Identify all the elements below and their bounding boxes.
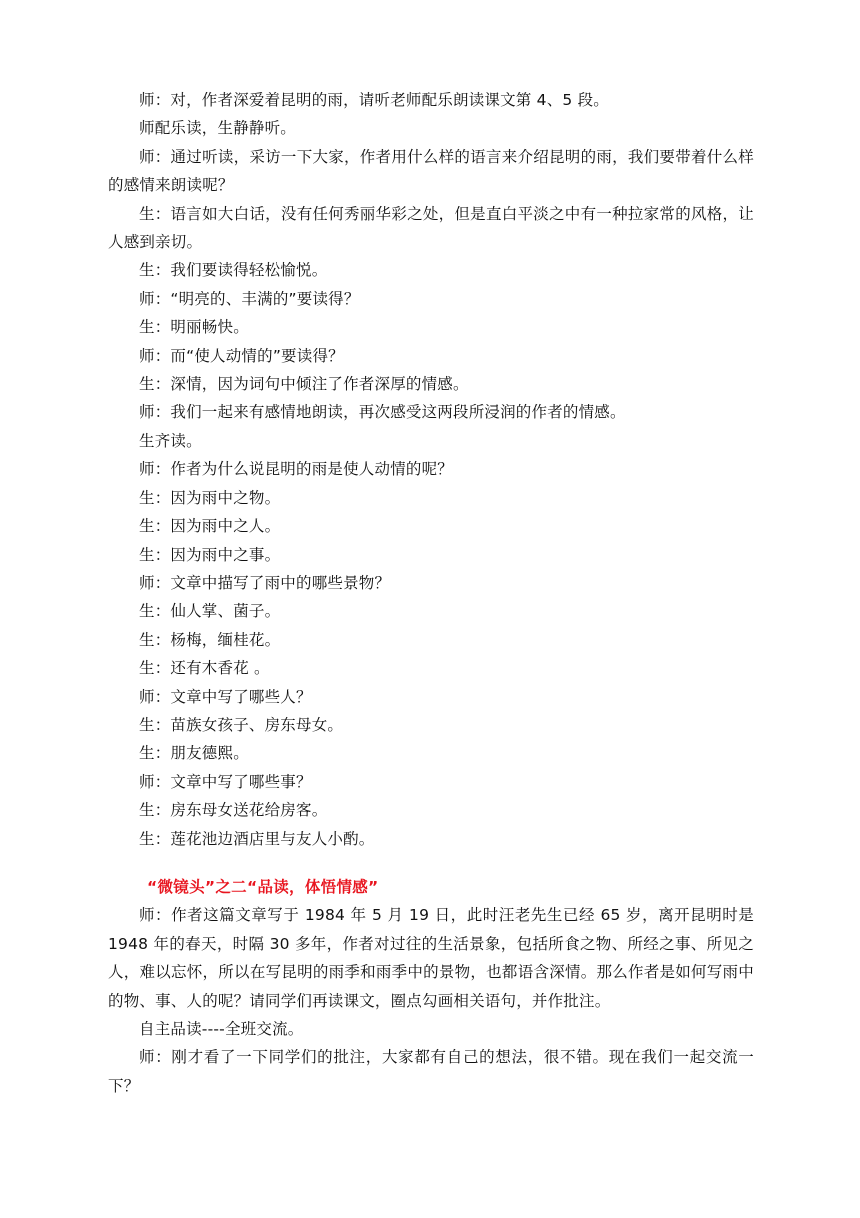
paragraph: 生：房东母女送花给房客。 (139, 801, 328, 820)
paragraph: 生：因为雨中之人。 (139, 517, 281, 536)
paragraph: 生：我们要读得轻松愉悦。 (139, 261, 328, 280)
paragraph: 师：我们一起来有感情地朗读，再次感受这两段所浸润的作者的情感。 (139, 403, 626, 422)
paragraph: 生：还有木香花 。 (139, 659, 270, 678)
paragraph: 师：作者为什么说昆明的雨是使人动情的呢？ (139, 460, 454, 479)
paragraph: 师：刚才看了一下同学们的批注，大家都有自己的想法，很不错。现在我们一起交流一下？ (108, 1048, 754, 1095)
paragraph: 生：杨梅，缅桂花。 (139, 630, 281, 649)
paragraph: 师：而“使人动情的”要读得？ (139, 346, 344, 365)
paragraph: 生：因为雨中之物。 (139, 488, 281, 507)
paragraph: 师：文章中写了哪些人？ (139, 687, 312, 706)
paragraph: 自主品读----全班交流。 (139, 1020, 304, 1038)
paragraph: 师：通过听读，采访一下大家，作者用什么样的语言来介绍昆明的雨，我们要带着什么样的感情来朗读呢？ (108, 147, 754, 195)
paragraph: 师：文章中写了哪些事？ (139, 772, 312, 791)
paragraph: 生：苗族女孩子、房东母女。 (139, 715, 344, 734)
paragraph: 师配乐读，生静静听。 (139, 119, 297, 138)
section-heading: “微镜头”之二“品读，体悟情感” (147, 877, 379, 896)
paragraph: 师：文章中描写了雨中的哪些景物？ (139, 573, 391, 592)
paragraph: 生：因为雨中之事。 (139, 545, 281, 564)
document-page (108, 86, 754, 1100)
paragraph: 师：对，作者深爱着昆明的雨，请听老师配乐朗读课文第 4、5 段。 (139, 91, 609, 109)
paragraph: 生：仙人掌、菌子。 (139, 602, 281, 621)
paragraph: 生齐读。 (139, 431, 202, 450)
paragraph: 生：莲花池边酒店里与友人小酌。 (139, 829, 375, 848)
paragraph: 生：明丽畅快。 (139, 318, 249, 337)
paragraph: 生：深情，因为词句中倾注了作者深厚的情感。 (139, 375, 469, 394)
paragraph: 生：语言如大白话，没有任何秀丽华彩之处，但是直白平淡之中有一种拉家常的风格，让人感到亲切。 (108, 204, 754, 252)
paragraph: 师：作者这篇文章写于 1984 年 5 月 19 日，此时汪老先生已经 65 岁，离开昆明时是 1948 年的春天，时隔 30 多年，作者对过往的生活景象，包括所食之物、所经之事、所见之人，难以忘怀，所以在写昆明的雨季和雨季中的景物，也都语含深情。那么作者是如何写雨中的物、事、人的呢？请同学们再读课文，圈点勾画相关语句，并作批注。 (108, 906, 754, 1010)
paragraph: 生：朋友德熙。 (139, 744, 249, 763)
paragraph: 师：“明亮的、丰满的”要读得？ (139, 289, 360, 308)
